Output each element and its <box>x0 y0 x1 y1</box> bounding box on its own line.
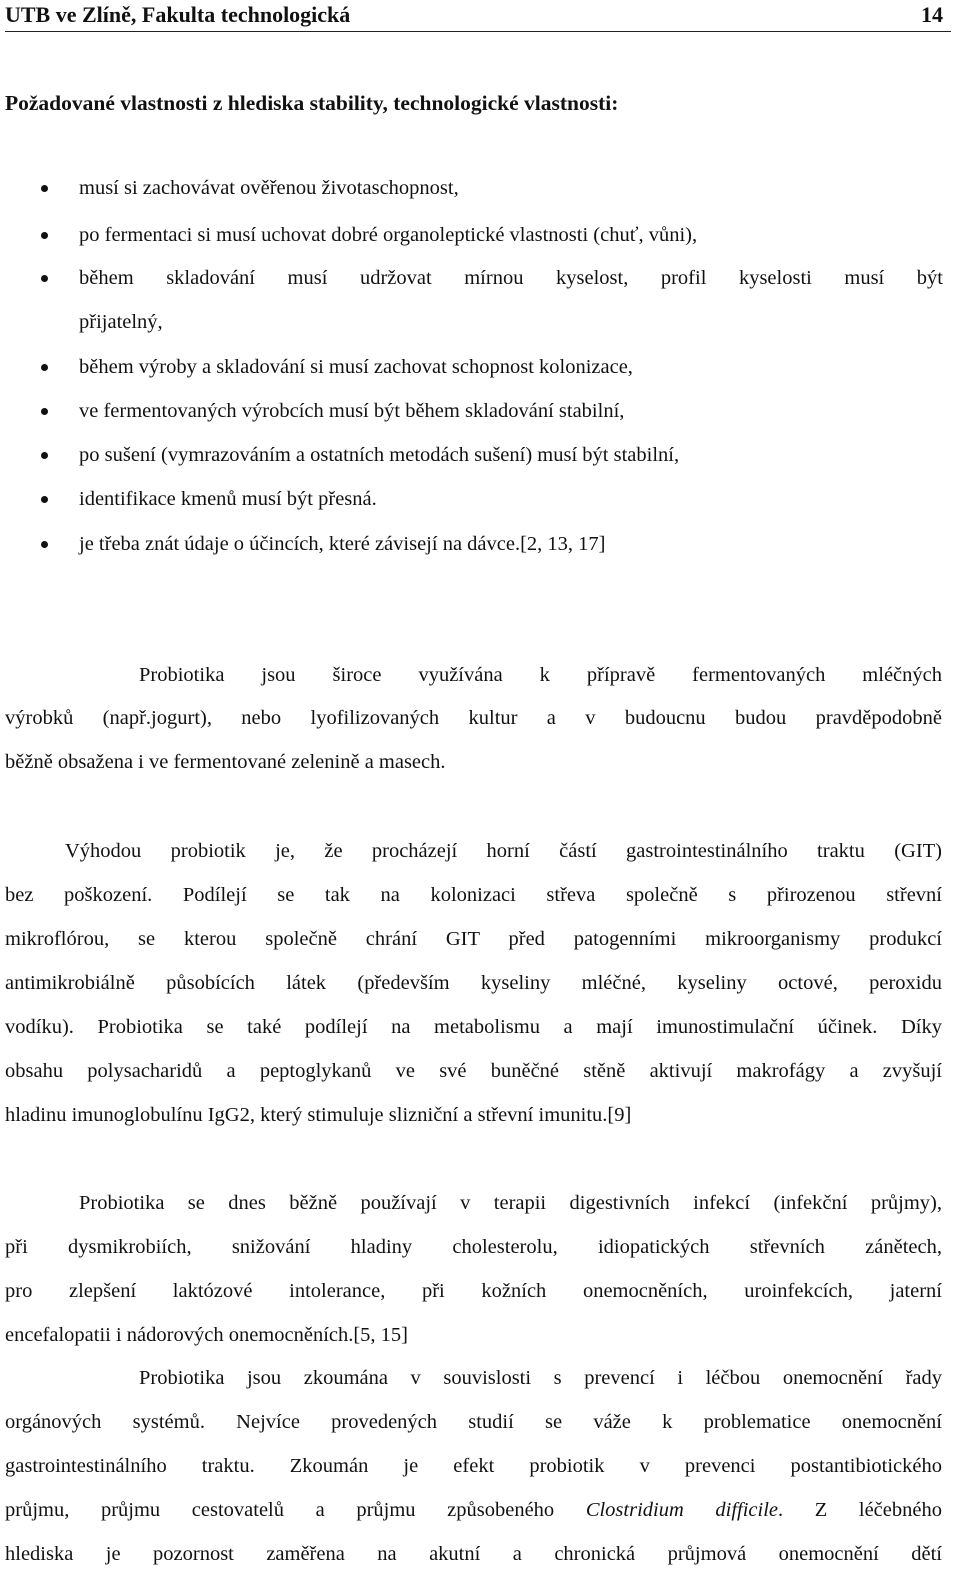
running-header <box>5 0 951 32</box>
bullet-icon <box>41 541 48 548</box>
bullet-icon <box>41 275 48 282</box>
bullet-icon <box>41 452 48 459</box>
bullet-icon <box>41 496 48 503</box>
document-page: UTB ve Zlíně, Fakulta technologická 14 Požadované vlastnosti z hlediska stability, technologické vlastnosti: musí si zachovávat ověřenou životaschopnost, po fermentaci si musí uchovat dobré organoleptické vlastnosti (chuť, vůni), během skladování musí udržovat mírnou kyselost, profil kyselosti musí být přijatelný, během výroby a skladování si musí zachovat schopnost kolonizace, ve fermentovaných výrobcích musí být během skladování stabilní, po sušení (vymrazováním a ostatních metodách sušení) musí být stabilní, identifikace kmenů musí být přesná. je třeba znát údaje o účincích, které závisejí na dávce.[2, 13, 17] Probiotika jsou široce využívána k přípravě fermentovaných mléčných výrobků (např.jogurt), nebo lyofilizovaných kultur a v budoucnu budou pravděpodobně běžně obsažena i ve fermentované zelenině a masech. Výhodou probiotik je, že procházejí horní částí gastrointestinálního traktu (GIT) bez poškození. Podílejí se tak na kolonizaci střeva společně s přirozenou střevní mikroflórou, se kterou společně chrání GIT před patogenními mikroorganismy produkcí antimikrobiálně působících látek (především kyseliny mléčné, kyseliny octové, peroxidu vodíku). Probiotika se také podílejí na metabolismu a mají imunostimulační účinek. Díky obsahu polysacharidů a peptoglykanů ve své buněčné stěně aktivují makrofágy a zvyšují hladinu imunoglobulínu IgG2, který stimuluje slizniční a střevní imunitu.[9] Probiotika se dnes běžně používají v terapii digestivních infekcí (infekční průjmy), při dysmikrobiích, snižování hladiny cholesterolu, idiopatických střevních zánětech, pro zlepšení laktózové intolerance, při kožních onemocněních, uroinfekcích, jaterní encefalopatii i nádorových onemocněních.[5, 15] Probiotika jsou zkoumána v souvislosti s prevencí i léčbou onemocnění řady orgánových systémů. Nejvíce provedených studií se váže k problematice onemocnění gastrointestinálního traktu. Zkoumán je efekt probiotik v prevenci postantibiotického průjmu, průjmu cestovatelů a průjmu způsobeného Clostridium difficile. Z léčebného hlediska je pozornost zaměřena na akutní a chronická průjmová onemocnění dětí <box>0 0 960 1594</box>
bullet-icon <box>41 408 48 415</box>
paragraph-line-with-species: průjmu, průjmu cestovatelů a průjmu způsobeného Clostridium difficile. Z léčebného <box>5 1499 942 1521</box>
bullet-icon <box>41 232 48 239</box>
section-heading: Požadované vlastnosti z hlediska stability, technologické vlastnosti: <box>5 91 619 115</box>
page-number: 14 <box>921 2 943 27</box>
header-institution: UTB ve Zlíně, Fakulta technologická <box>5 2 351 27</box>
bullet-icon <box>41 185 48 192</box>
species-name: Clostridium difficile <box>585 1499 779 1521</box>
bullet-icon <box>41 364 48 371</box>
